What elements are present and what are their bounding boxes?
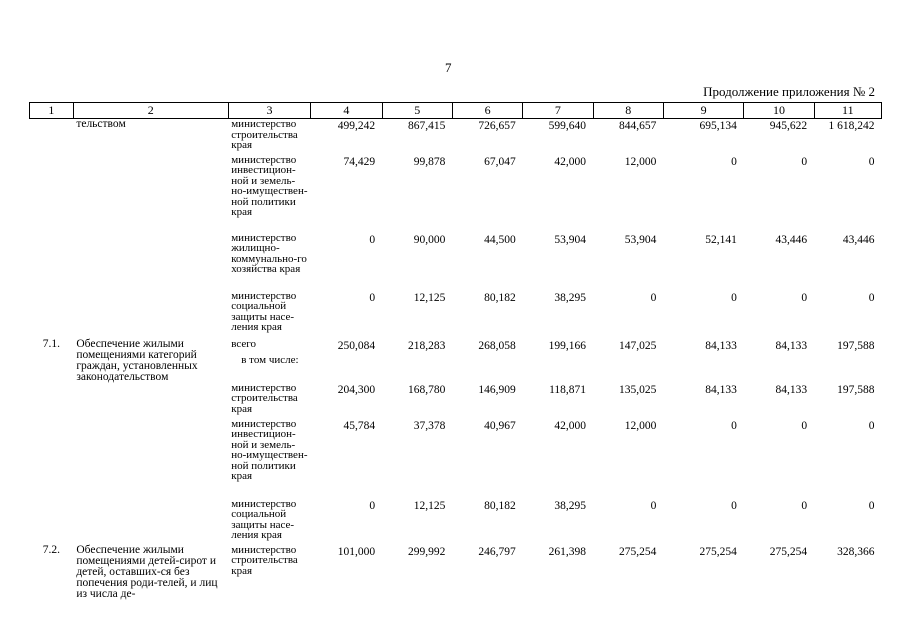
value-cell: 101,000 — [337, 545, 376, 558]
header-cell-1: 1 — [30, 103, 74, 119]
row-number — [30, 499, 74, 545]
value-cell: 275,254 — [769, 545, 808, 558]
value-cell: 38,295 — [554, 291, 587, 304]
row-executor: всего в том числе: — [228, 339, 311, 383]
appendix-table — [29, 102, 882, 605]
row-executor: министерство строительства края — [231, 381, 298, 415]
row-name: Обеспечение жилыми помещениями категорий граждан, установленных законодательством — [76, 337, 198, 383]
row-number — [30, 419, 74, 499]
value-cell: 0 — [731, 499, 737, 512]
value-cell: 218,283 — [408, 339, 446, 352]
row-number: 7.2. — [42, 543, 61, 556]
value-cell: 1 618,242 — [828, 120, 875, 132]
row-name — [73, 499, 228, 545]
value-cell: 42,000 — [554, 155, 587, 168]
table-body — [30, 119, 882, 605]
table-row — [30, 339, 882, 383]
value-cell: 99,878 — [413, 155, 446, 168]
value-cell: 146,909 — [478, 383, 516, 396]
value-cell: 12,125 — [413, 291, 446, 304]
value-cell: 84,133 — [705, 339, 737, 352]
value-cell: 0 — [369, 291, 376, 304]
value-cell: 43,446 — [775, 233, 808, 246]
value-cell: 42,000 — [554, 419, 587, 432]
value-cell: 0 — [868, 291, 875, 304]
header-cell-2: 2 — [73, 103, 228, 119]
value-cell: 53,904 — [624, 233, 657, 246]
row-executor: министерство строительства края — [231, 543, 298, 577]
header-cell-5: 5 — [382, 103, 452, 119]
page-number: 7 — [445, 60, 452, 75]
value-cell: 45,784 — [343, 419, 376, 432]
row-number — [30, 383, 74, 419]
row-executor: министерство жилищно-коммунально-го хозяйства края — [231, 231, 307, 275]
value-cell: 44,500 — [484, 233, 516, 246]
header-cell-11: 11 — [814, 103, 881, 119]
row-name: Обеспечение жилыми помещениями детей-сирот и детей, оставших-ся без попечения роди-телей, и лиц из числа де- — [76, 543, 218, 600]
value-cell: 250,084 — [337, 339, 376, 352]
value-cell: 726,657 — [478, 120, 516, 132]
value-cell: 261,398 — [548, 545, 587, 558]
value-cell: 12,000 — [624, 155, 657, 168]
value-cell: 0 — [369, 233, 376, 246]
value-cell: 37,378 — [413, 419, 446, 432]
row-name — [73, 291, 228, 339]
value-cell: 74,429 — [343, 155, 376, 168]
header-cell-8: 8 — [593, 103, 663, 119]
value-cell: 67,047 — [484, 155, 516, 168]
value-cell: 197,588 — [837, 339, 875, 352]
row-number — [30, 155, 74, 233]
value-cell: 0 — [868, 499, 875, 512]
table-row — [30, 499, 882, 545]
row-name — [73, 383, 228, 419]
value-cell: 0 — [650, 291, 657, 304]
value-cell: 246,797 — [478, 545, 516, 558]
value-cell: 84,133 — [775, 383, 808, 396]
value-cell: 197,588 — [837, 383, 875, 396]
header-cell-6: 6 — [452, 103, 522, 119]
row-executor: министерство социальной защиты насе-ления края — [231, 497, 297, 541]
row-number: 7.1. — [42, 337, 61, 350]
row-executor: министерство строительства края — [231, 118, 298, 151]
row-number — [30, 291, 74, 339]
value-cell: 40,967 — [484, 419, 516, 432]
value-cell: 328,366 — [837, 545, 875, 558]
value-cell: 90,000 — [413, 233, 446, 246]
value-cell: 499,242 — [337, 120, 376, 132]
table-row — [30, 545, 882, 605]
value-cell: 135,025 — [618, 383, 657, 396]
value-cell: 0 — [801, 499, 808, 512]
value-cell: 867,415 — [408, 120, 446, 132]
value-cell: 38,295 — [554, 499, 587, 512]
value-cell: 0 — [868, 419, 875, 432]
value-cell: 695,134 — [699, 120, 737, 132]
value-cell: 0 — [868, 155, 875, 168]
value-cell: 0 — [731, 155, 737, 168]
row-executor-sub: в том числе: — [241, 354, 299, 366]
continuation-label: Продолжение приложения № 2 — [703, 84, 875, 99]
row-executor: министерство инвестицион-ной и земель-но-имуществен-ной политики края — [231, 417, 308, 482]
table-row — [30, 119, 882, 155]
row-name — [73, 233, 228, 291]
value-cell: 43,446 — [842, 233, 875, 246]
header-cell-10: 10 — [744, 103, 814, 119]
value-cell: 12,125 — [413, 499, 446, 512]
value-cell: 945,622 — [769, 120, 808, 132]
value-cell: 0 — [731, 291, 737, 304]
value-cell: 80,182 — [484, 291, 516, 304]
value-cell: 52,141 — [705, 233, 737, 246]
value-cell: 80,182 — [484, 499, 516, 512]
table-header-row — [30, 103, 882, 119]
row-name — [73, 419, 228, 499]
value-cell: 0 — [650, 499, 657, 512]
value-cell: 275,254 — [699, 545, 737, 558]
header-cell-3: 3 — [228, 103, 311, 119]
value-cell: 0 — [801, 419, 808, 432]
value-cell: 168,780 — [408, 383, 446, 396]
table-row — [30, 155, 882, 233]
value-cell: 0 — [801, 155, 808, 168]
row-name — [73, 155, 228, 233]
value-cell: 204,300 — [337, 383, 376, 396]
value-cell: 844,657 — [618, 120, 657, 132]
value-cell: 299,992 — [408, 545, 446, 558]
value-cell: 84,133 — [705, 383, 737, 396]
header-cell-9: 9 — [663, 103, 744, 119]
row-executor: министерство социальной защиты насе-ления края — [231, 289, 297, 333]
value-cell: 12,000 — [624, 419, 657, 432]
value-cell: 0 — [731, 419, 737, 432]
value-cell: 84,133 — [775, 339, 808, 352]
header-cell-7: 7 — [523, 103, 593, 119]
table-row — [30, 383, 882, 419]
row-number — [30, 233, 74, 291]
value-cell: 0 — [369, 499, 376, 512]
header-cell-4: 4 — [311, 103, 382, 119]
row-executor: министерство инвестицион-ной и земель-но-имуществен-ной политики края — [231, 153, 308, 218]
value-cell: 0 — [801, 291, 808, 304]
value-cell: 118,871 — [549, 383, 587, 396]
value-cell: 53,904 — [554, 233, 587, 246]
table-row — [30, 419, 882, 499]
row-number — [30, 119, 74, 155]
value-cell: 147,025 — [618, 339, 657, 352]
value-cell: 199,166 — [548, 339, 587, 352]
value-cell: 275,254 — [618, 545, 657, 558]
table-row — [30, 233, 882, 291]
table-row — [30, 291, 882, 339]
row-name: тельством — [76, 118, 126, 130]
value-cell: 599,640 — [548, 120, 587, 132]
value-cell: 268,058 — [478, 339, 516, 352]
